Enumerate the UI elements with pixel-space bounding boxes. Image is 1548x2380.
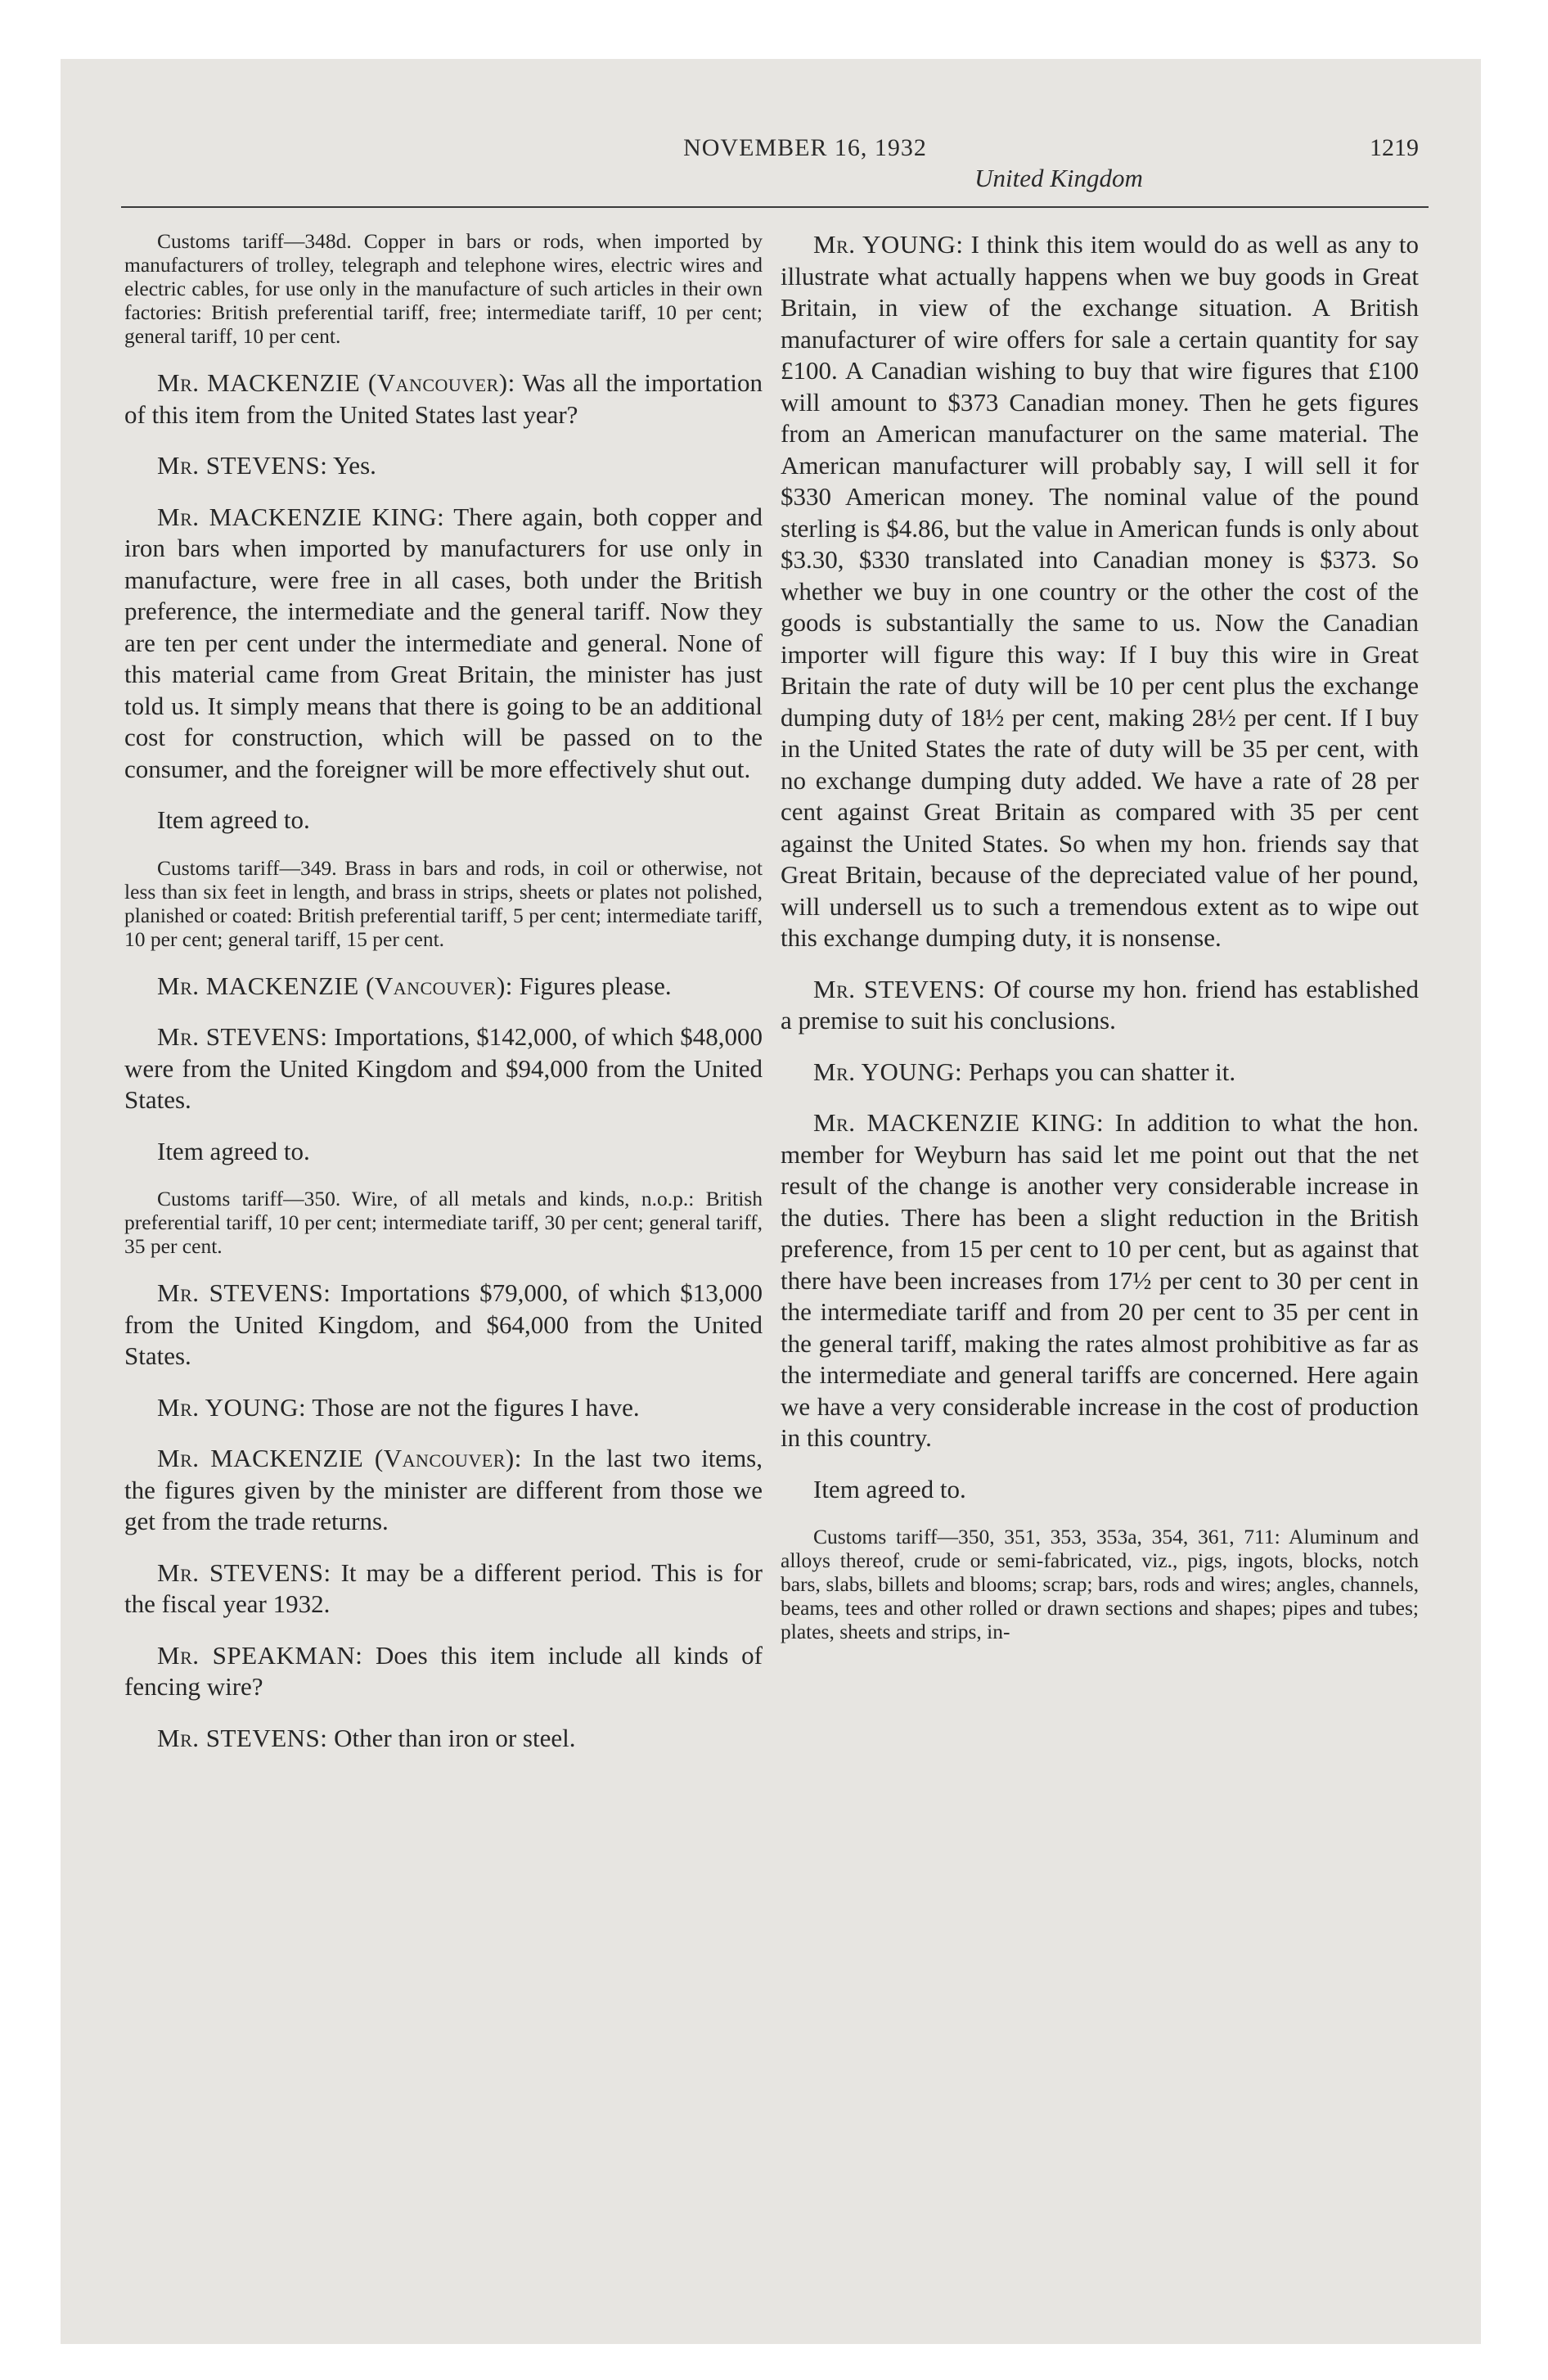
speech-text: Importations, $142,000, of which $48,000 were from the United Kingdom and $94,000 from the United States. [124, 1022, 763, 1114]
tariff-item-350: Customs tariff—350. Wire, of all metals and kinds, n.o.p.: British preferential tariff, 10 per cent; intermediate tariff, 30 per cent; general tariff, 35 per cent. [124, 1187, 763, 1258]
speaker: Mr. MACKENZIE KING: [813, 1108, 1105, 1137]
speaker: Mr. MACKENZIE (Vancouver): [157, 368, 515, 397]
statement [124, 1021, 763, 1116]
header-rule [121, 206, 1429, 208]
speech-text: Does this item include all kinds of fencing wire? [124, 1640, 763, 1701]
speech-text: Of course my hon. friend has established a premise to suit his conclusions. [781, 974, 1419, 1034]
item-agreed: Item agreed to. [157, 1136, 310, 1165]
statement [124, 1557, 763, 1620]
speech-text: Figures please. [512, 971, 672, 1000]
speech-text: Other than iron or steel. [327, 1723, 576, 1752]
speech-text: Those are not the figures I have. [306, 1392, 640, 1422]
speech-text: Perhaps you can shatter it. [962, 1057, 1236, 1086]
speaker: Mr. STEVENS: [157, 1278, 331, 1307]
statement [124, 1392, 763, 1424]
tariff-item-349: Customs tariff—349. Brass in bars and rods, in coil or otherwise, not less than six feet in length, and brass in strips, sheets or plates not polished, planished or coated: British preferential tariff, 5 per cent; intermediate tariff, 10 per cent; general tariff, 15 per cent. [124, 855, 763, 951]
speech-text: In addition to what the hon. member for Weyburn has said let me point out that the net result of the change is another very considerable increase in the duties. There has been a slight reduction in the British preference, from 15 per cent to 10 per cent, but as against that there have been increases from 17½ per cent to 30 per cent in the intermediate tariff and from 20 per cent to 35 per cent in the general tariff, making the rates almost prohibitive as far as the intermediate and general tariffs are concerned. Here again we have a very considerable increase in the cost of production in this country. [781, 1108, 1419, 1452]
speech-text: It may be a different period. This is for the fiscal year 1932. [124, 1557, 763, 1618]
speech-text: There again, both copper and iron bars when imported by manufacturers for use only in manufacture, were free in all cases, both under the British preference, the intermediate and the general tariff. Now they are ten per cent under the intermediate and general. None of this material came from Great Britain, the minister has just told us. It simply means that there is going to be an additional cost for construction, which will be passed on to the consumer, and the foreigner will be more effectively shut out. [124, 502, 763, 783]
tariff-item-348d: Customs tariff—348d. Copper in bars or rods, when imported by manufacturers of trolley, telegraph and telephone wires, electric wires and electric cables, for use only in the manufacture of such articles in their own factories: British preferential tariff, free; intermediate tariff, 10 per cent; general tariff, 10 per cent. [124, 229, 763, 348]
speaker: Mr. MACKENZIE (Vancouver): [157, 971, 513, 1000]
speaker: Mr. STEVENS: [157, 1557, 331, 1587]
tariff-item-aluminum: Customs tariff—350, 351, 353, 353a, 354, 361, 711: Aluminum and alloys thereof, crude or semi-fabricated, viz., pigs, ingots, blocks, notch bars, slabs, billets and blooms; scrap; bars, rods and wires; angles, channels, beams, tees and other rolled or drawn sections and shapes; pipes and tubes; plates, sheets and strips, in- [781, 1525, 1419, 1643]
statement [781, 974, 1419, 1037]
statement [781, 229, 1419, 954]
header-country: United Kingdom [974, 164, 1143, 192]
speaker: Mr. YOUNG: [157, 1392, 307, 1422]
speaker: Mr. SPEAKMAN: [157, 1640, 363, 1670]
speaker: Mr. STEVENS: [813, 974, 986, 1003]
statement [124, 502, 763, 786]
speaker: Mr. STEVENS: [157, 451, 328, 480]
speech-text: I think this item would do as well as any to illustrate what actually happens when we buy goods in Great Britain, in view of the exchange situation. A British manufacturer of wire offers for sale a certain quantity for say £100. A Canadian wishing to buy that wire figures that £100 will amount to $373 Canadian money. Then he gets figures from an American manufacturer on the same material. The American manufacturer will probably say, I will sell it for $330 American money. The nominal value of the pound sterling is $4.86, but the value in American funds is only about $3.30, $330 translated into Canadian money is $373. So whether we buy in one country or the other the cost of the goods is substantially the same to us. Now the Canadian importer will figure this way: If I buy this wire in Great Britain the rate of duty will be 10 per cent plus the exchange dumping duty of 18½ per cent, making 28½ per cent. If I buy in the United States the rate of duty will be 35 per cent, with no exchange dumping duty added. We have a rate of 28 per cent against Great Britain as compared with 35 per cent against the United States. So when my hon. friends say that Great Britain, because of the depreciated value of her pound, will undersell us to such a tremendous extent as to wipe out this exchange dumping duty, it is nonsense. [781, 230, 1420, 952]
speaker: Mr. MACKENZIE KING: [157, 502, 445, 531]
statement [781, 1057, 1419, 1089]
page-number: 1219 [1370, 134, 1419, 161]
statement [124, 450, 763, 482]
speech-text: Yes. [327, 451, 376, 480]
speaker: Mr. STEVENS: [157, 1723, 328, 1752]
item-agreed: Item agreed to. [813, 1474, 966, 1503]
statement [124, 1443, 763, 1538]
statement [124, 1278, 763, 1373]
statement [124, 367, 763, 430]
speech-text: Importations $79,000, of which $13,000 from the United Kingdom, and $64,000 from the United States. [124, 1278, 763, 1370]
speaker: Mr. YOUNG: [813, 230, 964, 259]
left-column [124, 229, 763, 1774]
document-page [61, 59, 1481, 2344]
speech-text: In the last two items, the figures given by the minister are different from those we get from the trade returns. [124, 1444, 763, 1535]
page-header [61, 59, 1481, 214]
speech-text: Was all the importation of this item from the United States last year? [124, 368, 763, 429]
speaker: Mr. MACKENZIE (Vancouver): [157, 1444, 522, 1472]
right-column [781, 229, 1419, 1663]
header-date: NOVEMBER 16, 1932 [683, 134, 927, 161]
statement [124, 971, 763, 1003]
speaker: Mr. STEVENS: [157, 1022, 328, 1051]
speaker: Mr. YOUNG: [813, 1057, 963, 1086]
item-agreed: Item agreed to. [157, 805, 310, 834]
statement [781, 1107, 1419, 1454]
statement [124, 1723, 763, 1755]
statement [124, 1640, 763, 1703]
